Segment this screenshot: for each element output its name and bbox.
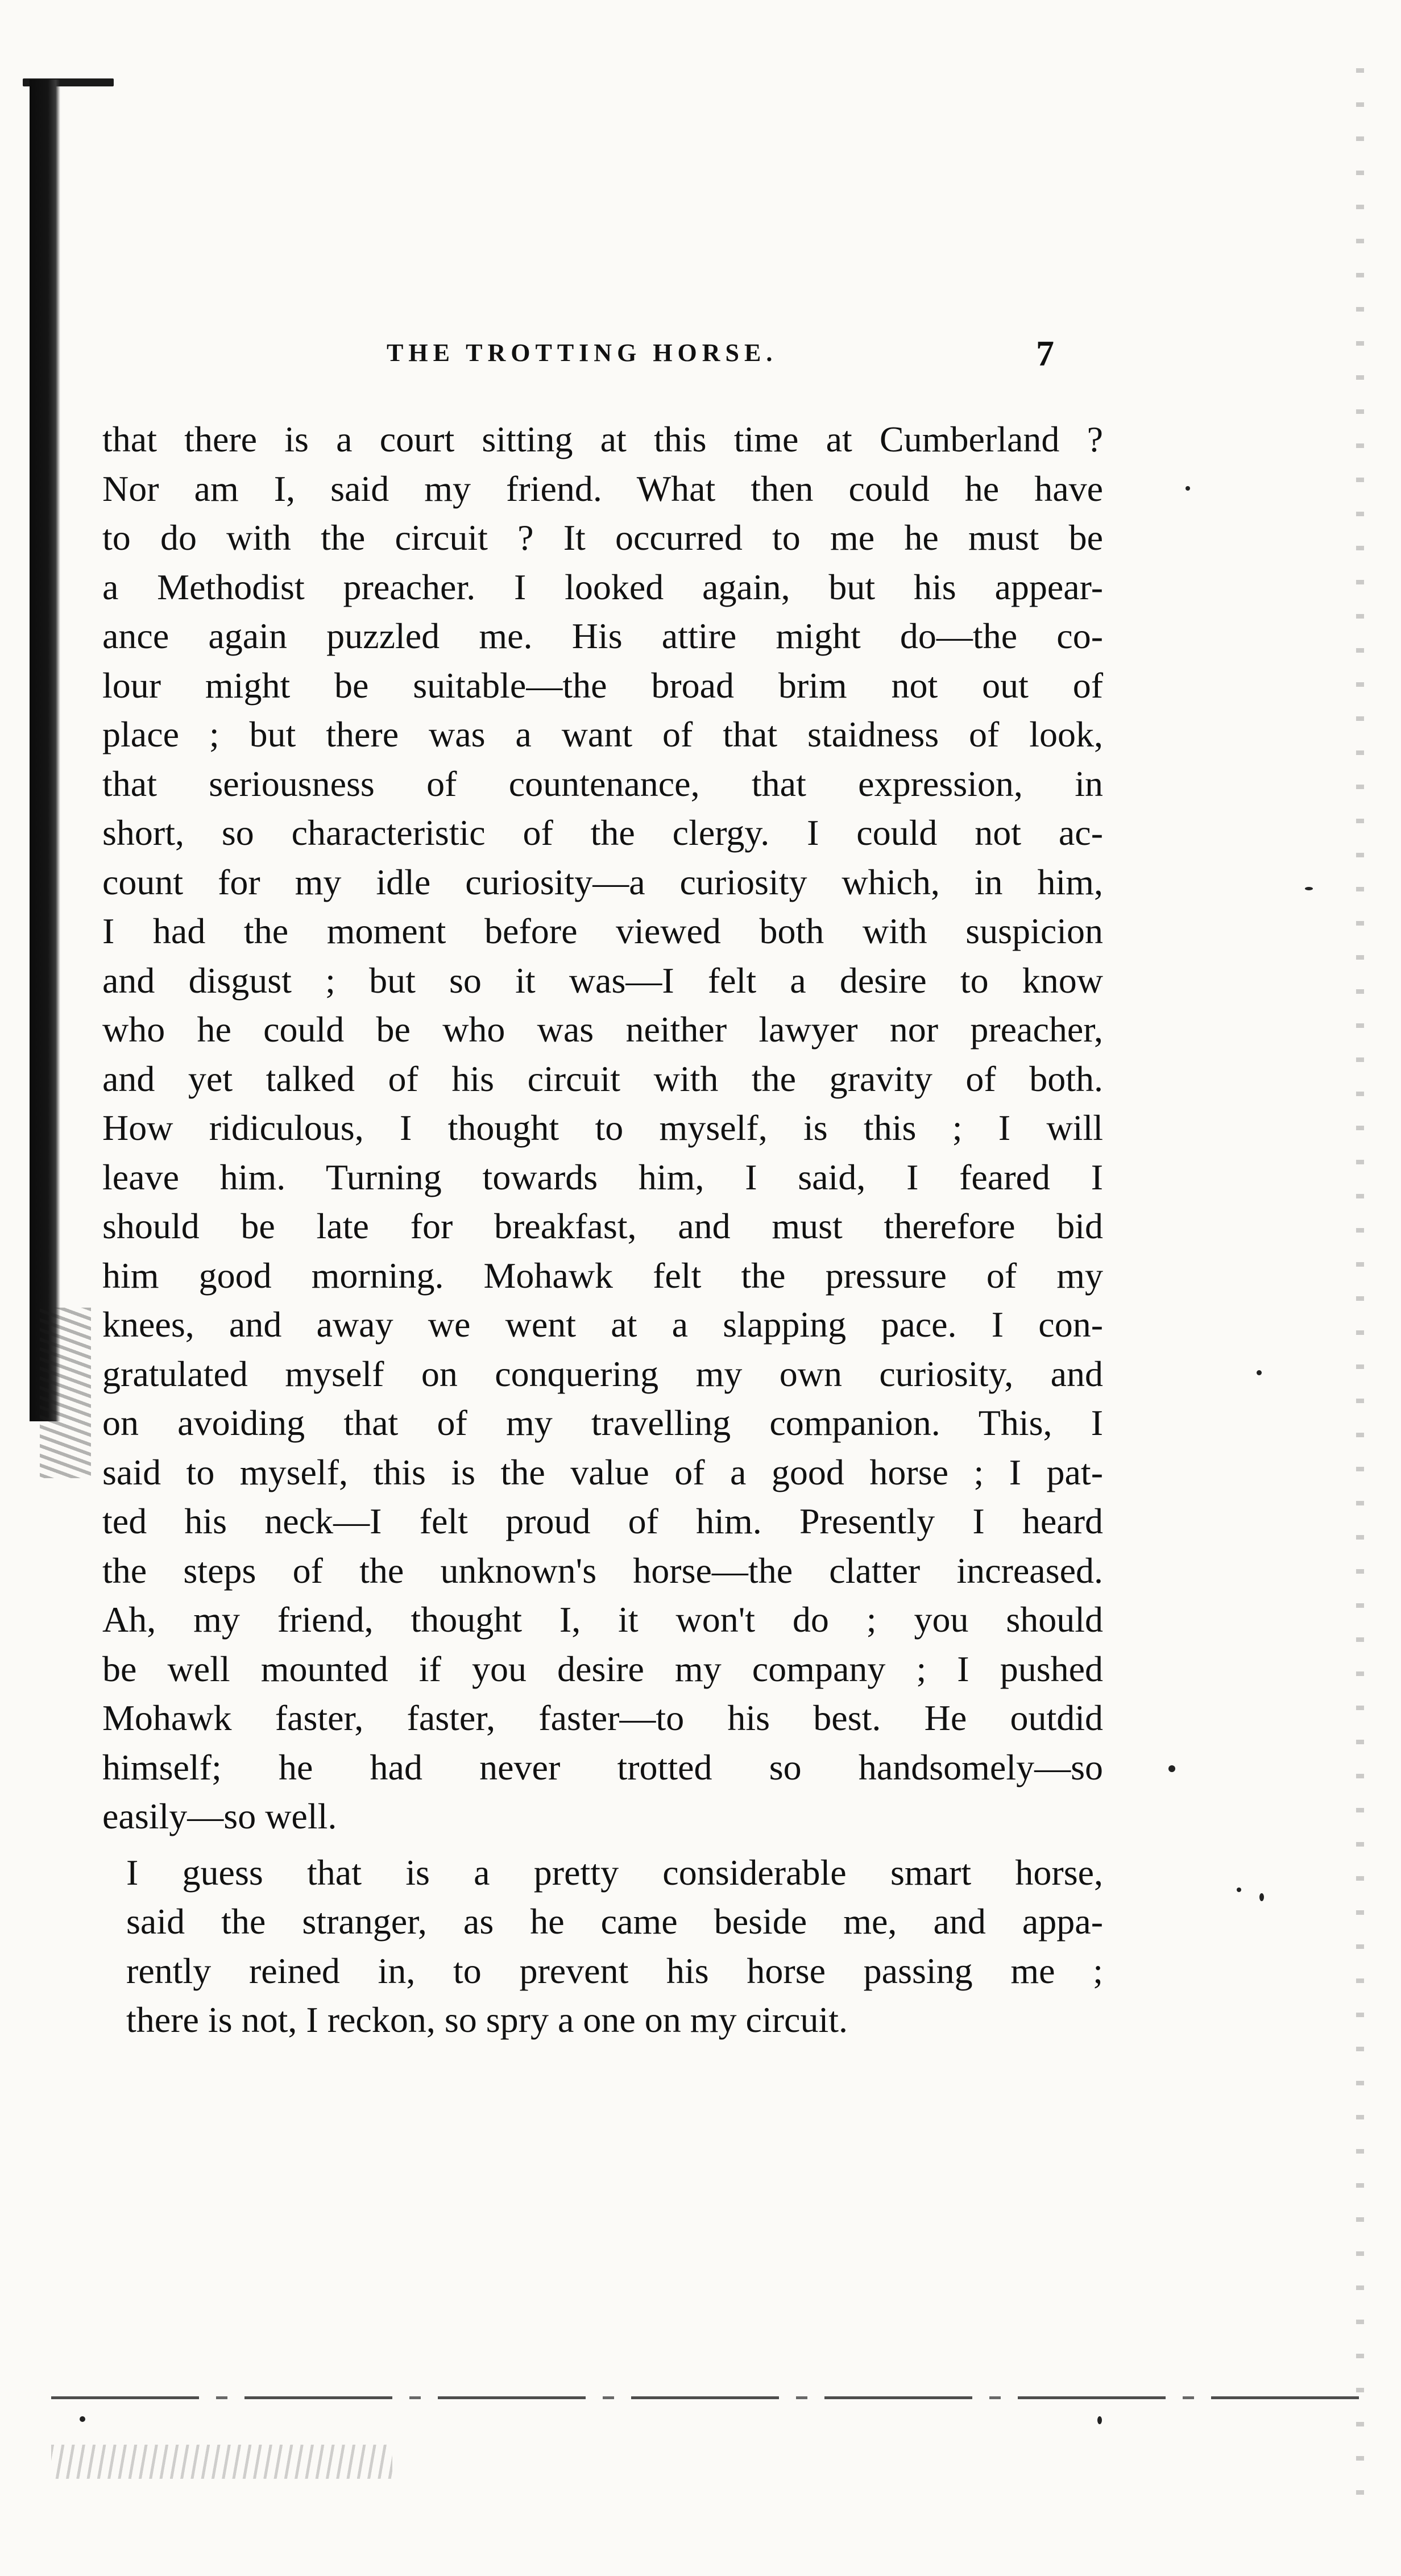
text-line: that seriousness of countenance, that expression, in (102, 763, 1103, 804)
text-line: Nor am I, said my friend. What then could he have (102, 468, 1103, 509)
text-line: count for my idle curiosity—a curiosity which, in him, (102, 861, 1103, 902)
page-header (0, 333, 1401, 384)
text-line: ance again puzzled me. His attire might do—the co- (102, 616, 1103, 656)
text-line: ted his neck—I felt proud of him. Presently I heard (102, 1501, 1103, 1541)
text-line: to do with the circuit ? It occurred to me he must be (102, 517, 1103, 558)
bottom-noise (51, 2445, 392, 2479)
text-line: that there is a court sitting at this time at Cumberland ? (102, 419, 1103, 459)
paragraph-1 (102, 415, 1103, 1841)
text-line: short, so characteristic of the clergy. I could not ac- (102, 812, 1103, 853)
print-speck (1257, 1370, 1262, 1375)
text-line: be well mounted if you desire my company ; I pushed (102, 1648, 1103, 1689)
body-text (102, 415, 1103, 2045)
print-speck (1237, 1888, 1241, 1892)
text-line: there is not, I reckon, so spry a one on my circuit. (126, 2000, 848, 2040)
print-speck (1259, 1893, 1264, 1901)
text-line: on avoiding that of my travelling companion. This, I (102, 1403, 1103, 1443)
paragraph-gap (102, 1841, 1103, 1848)
binding-strip (30, 80, 60, 1421)
text-line: Ah, my friend, thought I, it won't do ; you should (102, 1599, 1103, 1640)
text-line: I guess that is a pretty considerable smart horse, (126, 1852, 1103, 1893)
text-line: gratulated myself on conquering my own curiosity, and (102, 1353, 1103, 1394)
text-line: Mohawk faster, faster, faster—to his best. He outdid (102, 1698, 1103, 1738)
text-line: who he could be who was neither lawyer nor preacher, (102, 1009, 1103, 1050)
binding-fray (40, 1308, 91, 1478)
text-line: him good morning. Mohawk felt the pressure of my (102, 1255, 1103, 1296)
bottom-rule (51, 2396, 1359, 2399)
text-line: rently reined in, to prevent his horse passing me ; (126, 1950, 1103, 1991)
print-speck (1305, 887, 1313, 890)
text-line: easily—so well. (102, 1796, 337, 1836)
text-line: the steps of the unknown's horse—the clatter increased. (102, 1550, 1103, 1591)
text-line: and yet talked of his circuit with the gravity of both. (102, 1058, 1103, 1099)
text-line: a Methodist preacher. I looked again, but his appear- (102, 566, 1103, 607)
print-speck (1097, 2416, 1102, 2424)
page-number: 7 (1036, 333, 1054, 374)
text-line: and disgust ; but so it was—I felt a desire to know (102, 960, 1103, 1001)
paragraph-2 (102, 1848, 1103, 2045)
text-line: said the stranger, as he came beside me, and appa- (126, 1901, 1103, 1942)
print-speck (1186, 486, 1190, 491)
text-line: I had the moment before viewed both with suspicion (102, 911, 1103, 951)
text-line: lour might be suitable—the broad brim not out of (102, 665, 1103, 706)
text-line: said to myself, this is the value of a good horse ; I pat- (102, 1451, 1103, 1492)
text-line: should be late for breakfast, and must therefore bid (102, 1206, 1103, 1246)
print-speck (80, 2416, 85, 2422)
text-line: knees, and away we went at a slapping pace. I con- (102, 1304, 1103, 1345)
page-right-edge (1356, 68, 1364, 2513)
text-line: himself; he had never trotted so handsomely—so (102, 1747, 1103, 1787)
running-head: THE TROTTING HORSE. (387, 339, 778, 367)
text-line: leave him. Turning towards him, I said, I feared I (102, 1156, 1103, 1197)
text-line: How ridiculous, I thought to myself, is this ; I will (102, 1107, 1103, 1148)
print-speck (1168, 1765, 1175, 1772)
text-line: place ; but there was a want of that staidness of look, (102, 714, 1103, 754)
